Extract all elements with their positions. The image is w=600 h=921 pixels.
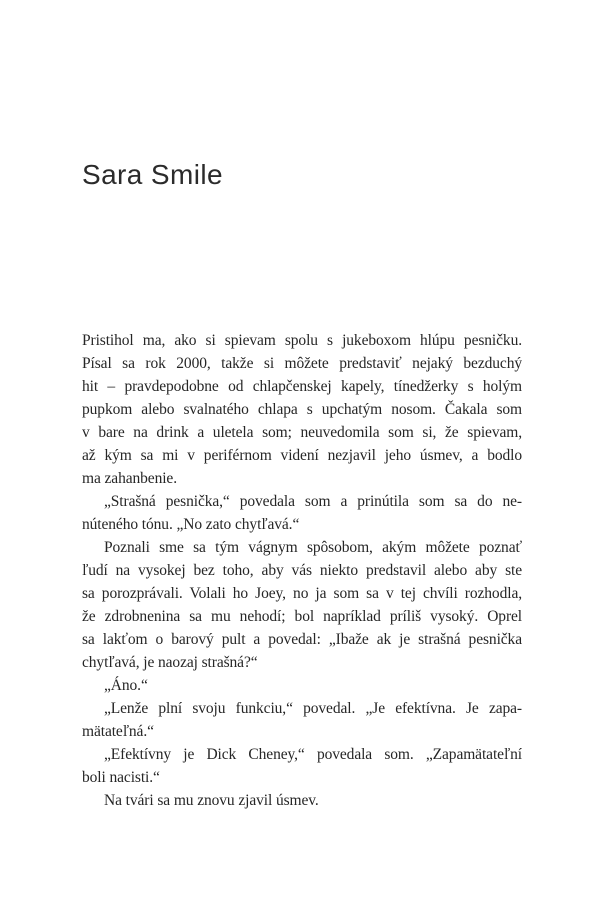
text-line: ma zahanbenie. xyxy=(82,470,177,487)
text-line: „Strašná pesnička,“ povedala som a prinútila som sa do ne- xyxy=(104,493,522,510)
text-line: Na tvári sa mu znovu zjavil úsmev. xyxy=(104,792,319,809)
text-line: „Efektívny je Dick Cheney,“ povedala som. „Zapamätateľní xyxy=(104,746,522,763)
body-text xyxy=(82,329,522,812)
paragraph xyxy=(82,490,522,536)
text-line: Pristihol ma, ako si spievam spolu s jukeboxom hlúpu pesničku. xyxy=(82,332,522,349)
paragraph xyxy=(82,697,522,743)
text-line: že zdrobnenina sa mu nehodí; bol napríklad príliš vysoký. Oprel xyxy=(82,608,522,625)
text-line: hit – pravdepodobne od chlapčenskej kapely, tínedžerky s holým xyxy=(82,378,522,395)
paragraph xyxy=(82,789,522,812)
text-line: „Áno.“ xyxy=(104,677,148,694)
text-line: „Lenže plní svoju funkciu,“ povedal. „Je efektívna. Je zapa- xyxy=(104,700,522,717)
paragraph xyxy=(82,536,522,674)
text-line: ľudí na vysokej bez toho, aby vás niekto predstavil alebo aby ste xyxy=(82,562,522,579)
text-line: mätateľná.“ xyxy=(82,723,154,740)
text-line: až kým sa mi v periférnom videní nezjavil jeho úsmev, a bodlo xyxy=(82,447,522,464)
text-line: v bare na drink a uletela som; neuvedomila som si, že spievam, xyxy=(82,424,522,441)
text-line: chytľavá, je naozaj strašná?“ xyxy=(82,654,258,671)
text-line: sa lakťom o barový pult a povedal: „Ibaže ak je strašná pesnička xyxy=(82,631,522,648)
paragraph xyxy=(82,329,522,490)
text-line: pupkom alebo svalnatého chlapa s upchatým nosom. Čakala som xyxy=(82,401,522,418)
text-line: sa porozprávali. Volali ho Joey, no ja som sa v tej chvíli rozhodla, xyxy=(82,585,522,602)
text-line: boli nacisti.“ xyxy=(82,769,160,786)
text-line: núteného tónu. „No zato chytľavá.“ xyxy=(82,516,300,533)
paragraph xyxy=(82,743,522,789)
text-line: Písal sa rok 2000, takže si môžete predstaviť nejaký bezduchý xyxy=(82,355,522,372)
text-line: Poznali sme sa tým vágnym spôsobom, akým môžete poznať xyxy=(104,539,522,556)
chapter-title: Sara Smile xyxy=(82,159,223,190)
paragraph xyxy=(82,674,522,697)
